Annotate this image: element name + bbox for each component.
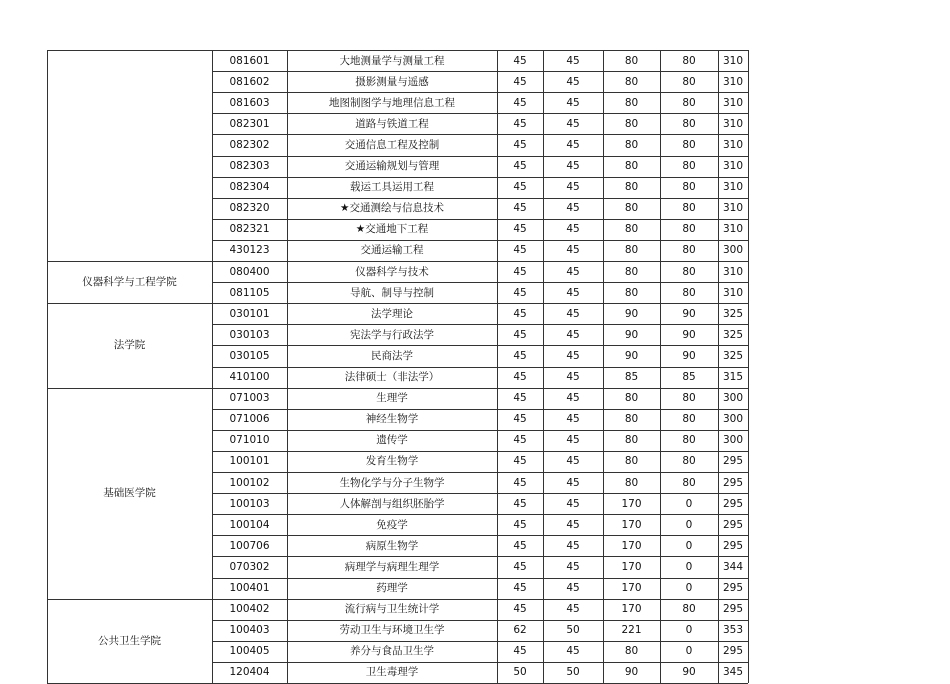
- major-code: 030105: [229, 349, 270, 362]
- subject-score: 45: [513, 497, 527, 510]
- major-name: 法律硕士（非法学）: [344, 371, 440, 384]
- row-line: [212, 535, 748, 536]
- row-line: [212, 388, 748, 389]
- subject-score: 80: [682, 455, 696, 468]
- subject-score: 80: [624, 392, 639, 405]
- subject-score: 45: [566, 96, 580, 109]
- column-line: [47, 50, 48, 683]
- major-name: 卫生毒理学: [365, 666, 419, 679]
- subject-score: 45: [513, 603, 527, 616]
- subject-score: 45: [566, 582, 580, 595]
- row-line: [212, 219, 748, 220]
- major-name: 导航、制导与控制: [350, 286, 434, 299]
- major-name: 养分与食品卫生学: [350, 645, 434, 658]
- subject-score: 45: [513, 75, 527, 88]
- subject-score: 80: [682, 202, 696, 215]
- major-name: 摄影测量与遥感: [355, 75, 429, 88]
- row-line: [212, 493, 748, 494]
- college-name: 公共卫生学院: [98, 634, 161, 647]
- subject-score: 50: [566, 624, 580, 637]
- subject-score: 80: [624, 645, 639, 658]
- subject-score: 45: [513, 434, 527, 447]
- subject-score: 80: [624, 434, 639, 447]
- subject-score: 45: [513, 286, 527, 299]
- subject-score: 45: [566, 560, 580, 573]
- row-line: [212, 345, 748, 346]
- major-code: 100103: [229, 497, 270, 510]
- subject-score: 45: [513, 582, 527, 595]
- subject-score: 45: [566, 117, 580, 130]
- subject-score: 80: [624, 476, 639, 489]
- subject-score: 80: [682, 413, 696, 426]
- row-line: [212, 282, 748, 283]
- subject-score: 80: [624, 96, 639, 109]
- subject-score: 80: [682, 476, 696, 489]
- total-score: 300: [722, 244, 744, 257]
- subject-score: 45: [566, 160, 580, 173]
- total-score: 310: [722, 75, 744, 88]
- major-name: 人体解剖与组织胚胎学: [339, 497, 445, 510]
- subject-score: 45: [566, 455, 580, 468]
- subject-score: 45: [566, 265, 580, 278]
- subject-score: 45: [566, 392, 580, 405]
- subject-score: 45: [513, 244, 527, 257]
- row-line: [212, 409, 748, 410]
- major-code: 081602: [229, 75, 270, 88]
- total-score: 310: [722, 265, 744, 278]
- major-code: 082304: [229, 181, 270, 194]
- major-name: 免疫学: [376, 518, 408, 531]
- subject-score: 45: [566, 138, 580, 151]
- row-line: [212, 451, 748, 452]
- major-name: 大地测量学与测量工程: [339, 54, 445, 67]
- major-name: 劳动卫生与环境卫生学: [339, 624, 445, 637]
- total-score: 310: [722, 202, 744, 215]
- row-line: [212, 662, 748, 663]
- subject-score: 62: [513, 624, 527, 637]
- row-line: [212, 556, 748, 557]
- subject-score: 80: [682, 138, 696, 151]
- major-code: 082321: [229, 223, 270, 236]
- subject-score: 90: [624, 349, 639, 362]
- total-score: 310: [722, 223, 744, 236]
- subject-score: 80: [682, 181, 696, 194]
- total-score: 310: [722, 160, 744, 173]
- total-score: 325: [722, 307, 744, 320]
- subject-score: 0: [685, 645, 693, 658]
- college-name: 仪器科学与工程学院: [82, 276, 177, 289]
- major-code: 100101: [229, 455, 270, 468]
- total-score: 300: [722, 413, 744, 426]
- major-code: 071006: [229, 413, 270, 426]
- total-score: 295: [722, 582, 744, 595]
- row-line: [212, 578, 748, 579]
- subject-score: 45: [566, 539, 580, 552]
- subject-score: 90: [682, 349, 696, 362]
- subject-score: 45: [513, 455, 527, 468]
- subject-score: 221: [621, 624, 642, 637]
- major-code: 030101: [229, 307, 270, 320]
- college-line: [47, 303, 212, 304]
- subject-score: 45: [566, 434, 580, 447]
- college-line: [47, 50, 212, 51]
- total-score: 344: [722, 560, 744, 573]
- subject-score: 80: [624, 117, 639, 130]
- major-name: 流行病与卫生统计学: [344, 603, 440, 616]
- subject-score: 45: [513, 202, 527, 215]
- subject-score: 170: [621, 603, 642, 616]
- subject-score: 45: [566, 645, 580, 658]
- subject-score: 80: [624, 75, 639, 88]
- subject-score: 90: [624, 328, 639, 341]
- subject-score: 80: [682, 160, 696, 173]
- row-line: [212, 134, 748, 135]
- major-name: 生物化学与分子生物学: [339, 476, 445, 489]
- college-name: 法学院: [113, 339, 146, 352]
- subject-score: 80: [624, 244, 639, 257]
- subject-score: 170: [621, 560, 642, 573]
- major-name: 载运工具运用工程: [350, 181, 434, 194]
- subject-score: 80: [624, 413, 639, 426]
- major-name: 遗传学: [376, 434, 408, 447]
- subject-score: 80: [682, 96, 696, 109]
- row-line: [212, 113, 748, 114]
- row-line: [212, 303, 748, 304]
- row-line: [212, 71, 748, 72]
- subject-score: 85: [682, 371, 696, 384]
- subject-score: 45: [513, 328, 527, 341]
- row-line: [212, 240, 748, 241]
- subject-score: 80: [624, 223, 639, 236]
- total-score: 310: [722, 96, 744, 109]
- major-name: 病理学与病理生理学: [344, 560, 440, 573]
- major-code: 100706: [229, 539, 270, 552]
- major-code: 081601: [229, 54, 270, 67]
- subject-score: 45: [513, 392, 527, 405]
- major-code: 100405: [229, 645, 270, 658]
- subject-score: 45: [513, 645, 527, 658]
- major-code: 100402: [229, 603, 270, 616]
- subject-score: 45: [513, 96, 527, 109]
- subject-score: 0: [685, 497, 693, 510]
- subject-score: 45: [513, 54, 527, 67]
- total-score: 295: [722, 539, 744, 552]
- major-name: 发育生物学: [365, 455, 419, 468]
- subject-score: 45: [566, 328, 580, 341]
- subject-score: 80: [624, 160, 639, 173]
- major-code: 120404: [229, 666, 270, 679]
- major-name: 道路与铁道工程: [355, 117, 429, 130]
- subject-score: 90: [624, 666, 639, 679]
- subject-score: 170: [621, 539, 642, 552]
- subject-score: 80: [682, 392, 696, 405]
- subject-score: 45: [513, 371, 527, 384]
- row-line: [212, 430, 748, 431]
- college-line: [47, 261, 212, 262]
- total-score: 295: [722, 645, 744, 658]
- subject-score: 45: [513, 138, 527, 151]
- row-line: [212, 156, 748, 157]
- major-name: 生理学: [376, 392, 408, 405]
- subject-score: 80: [682, 117, 696, 130]
- total-score: 310: [722, 54, 744, 67]
- major-name: 药理学: [376, 582, 408, 595]
- subject-score: 0: [685, 539, 693, 552]
- subject-score: 45: [566, 371, 580, 384]
- subject-score: 50: [513, 666, 527, 679]
- subject-score: 45: [513, 223, 527, 236]
- major-code: 082301: [229, 117, 270, 130]
- subject-score: 0: [685, 518, 693, 531]
- major-name: ★交通地下工程: [355, 223, 429, 236]
- total-score: 295: [722, 497, 744, 510]
- major-name: 交通运输工程: [360, 244, 424, 257]
- major-code: 071003: [229, 392, 270, 405]
- subject-score: 80: [624, 138, 639, 151]
- total-score: 310: [722, 117, 744, 130]
- subject-score: 50: [566, 666, 580, 679]
- subject-score: 45: [513, 160, 527, 173]
- subject-score: 45: [566, 202, 580, 215]
- major-code: 100104: [229, 518, 270, 531]
- row-line: [212, 261, 748, 262]
- subject-score: 80: [624, 202, 639, 215]
- subject-score: 90: [682, 328, 696, 341]
- college-line: [47, 599, 212, 600]
- subject-score: 45: [566, 181, 580, 194]
- major-code: 100102: [229, 476, 270, 489]
- subject-score: 45: [513, 349, 527, 362]
- subject-score: 80: [682, 286, 696, 299]
- subject-score: 85: [624, 371, 639, 384]
- row-line: [212, 472, 748, 473]
- subject-score: 45: [513, 539, 527, 552]
- subject-score: 45: [566, 307, 580, 320]
- subject-score: 45: [513, 560, 527, 573]
- total-score: 353: [722, 624, 744, 637]
- major-name: 病原生物学: [365, 539, 419, 552]
- subject-score: 45: [513, 518, 527, 531]
- subject-score: 45: [513, 307, 527, 320]
- row-line: [212, 620, 748, 621]
- total-score: 295: [722, 455, 744, 468]
- total-score: 310: [722, 181, 744, 194]
- major-code: 030103: [229, 328, 270, 341]
- major-code: 081105: [229, 286, 270, 299]
- subject-score: 80: [624, 455, 639, 468]
- major-code: 071010: [229, 434, 270, 447]
- subject-score: 80: [682, 223, 696, 236]
- subject-score: 45: [566, 497, 580, 510]
- major-code: 082302: [229, 138, 270, 151]
- major-code: 081603: [229, 96, 270, 109]
- subject-score: 80: [682, 434, 696, 447]
- major-name: 宪法学与行政法学: [350, 328, 434, 341]
- subject-score: 80: [624, 265, 639, 278]
- row-line: [212, 599, 748, 600]
- row-line: [212, 50, 748, 51]
- subject-score: 80: [682, 603, 696, 616]
- subject-score: 45: [513, 117, 527, 130]
- row-line: [212, 198, 748, 199]
- subject-score: 45: [566, 476, 580, 489]
- row-line: [212, 641, 748, 642]
- major-name: 民商法学: [371, 349, 413, 362]
- total-score: 315: [722, 371, 744, 384]
- subject-score: 170: [621, 497, 642, 510]
- subject-score: 80: [682, 244, 696, 257]
- major-name: 法学理论: [371, 307, 413, 320]
- row-line: [212, 324, 748, 325]
- column-line: [748, 50, 749, 683]
- major-code: 070302: [229, 560, 270, 573]
- major-code: 100401: [229, 582, 270, 595]
- subject-score: 45: [566, 75, 580, 88]
- total-score: 345: [722, 666, 744, 679]
- subject-score: 45: [513, 476, 527, 489]
- subject-score: 0: [685, 582, 693, 595]
- subject-score: 90: [682, 666, 696, 679]
- college-line: [47, 388, 212, 389]
- subject-score: 170: [621, 582, 642, 595]
- subject-score: 80: [682, 54, 696, 67]
- major-name: ★交通测绘与信息技术: [340, 202, 444, 215]
- total-score: 295: [722, 603, 744, 616]
- subject-score: 45: [513, 265, 527, 278]
- major-code: 082303: [229, 160, 270, 173]
- subject-score: 45: [566, 518, 580, 531]
- subject-score: 170: [621, 518, 642, 531]
- subject-score: 80: [682, 75, 696, 88]
- row-line: [212, 514, 748, 515]
- subject-score: 80: [624, 181, 639, 194]
- row-line: [212, 177, 748, 178]
- total-score: 295: [722, 476, 744, 489]
- row-line: [212, 92, 748, 93]
- total-score: 300: [722, 434, 744, 447]
- subject-score: 0: [685, 624, 693, 637]
- subject-score: 45: [513, 413, 527, 426]
- subject-score: 45: [566, 413, 580, 426]
- row-line: [212, 367, 748, 368]
- subject-score: 0: [685, 560, 693, 573]
- major-name: 神经生物学: [365, 413, 419, 426]
- total-score: 300: [722, 392, 744, 405]
- total-score: 325: [722, 328, 744, 341]
- subject-score: 80: [624, 286, 639, 299]
- total-score: 310: [722, 138, 744, 151]
- subject-score: 80: [624, 54, 639, 67]
- major-name: 地图制图学与地理信息工程: [329, 96, 455, 109]
- major-code: 410100: [229, 371, 270, 384]
- subject-score: 45: [566, 54, 580, 67]
- total-score: 295: [722, 518, 744, 531]
- subject-score: 45: [513, 181, 527, 194]
- subject-score: 45: [566, 603, 580, 616]
- major-code: 082320: [229, 202, 270, 215]
- major-name: 仪器科学与技术: [355, 265, 429, 278]
- subject-score: 80: [682, 265, 696, 278]
- major-code: 430123: [229, 244, 270, 257]
- subject-score: 45: [566, 349, 580, 362]
- college-name: 基础医学院: [103, 487, 156, 500]
- subject-score: 90: [682, 307, 696, 320]
- major-code: 100403: [229, 624, 270, 637]
- major-name: 交通信息工程及控制: [344, 138, 440, 151]
- total-score: 310: [722, 286, 744, 299]
- subject-score: 90: [624, 307, 639, 320]
- subject-score: 45: [566, 286, 580, 299]
- subject-score: 45: [566, 244, 580, 257]
- major-code: 080400: [229, 265, 270, 278]
- subject-score: 45: [566, 223, 580, 236]
- major-name: 交通运输规划与管理: [344, 160, 440, 173]
- total-score: 325: [722, 349, 744, 362]
